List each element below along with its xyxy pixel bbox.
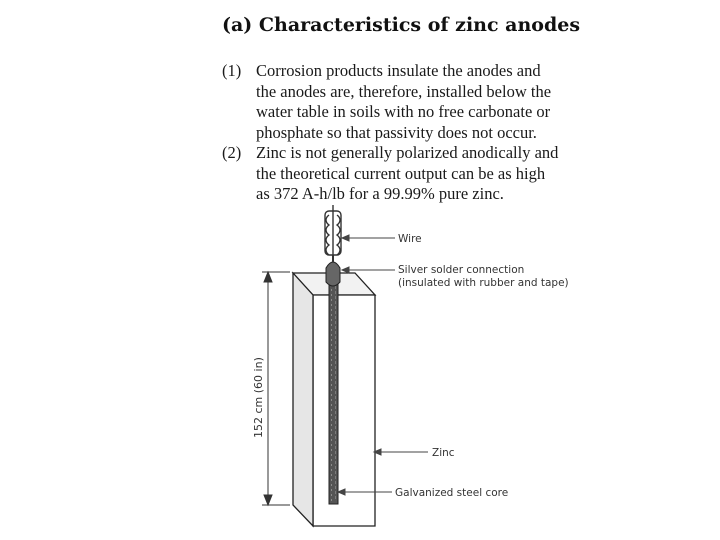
solder-label: Silver solder connection xyxy=(398,264,525,276)
wire-coil xyxy=(325,205,341,258)
list-item-line: as 372 A-h/lb for a 99.99% pure zinc. xyxy=(256,184,504,203)
wire-leader-arrow xyxy=(342,235,395,241)
list-item-number: (1) xyxy=(222,61,242,80)
list-item-line: Zinc is not generally polarized anodically and xyxy=(256,143,559,162)
zinc-leader-arrow xyxy=(374,449,428,455)
list-item-line: the theoretical current output can be as high xyxy=(256,163,546,183)
list-item-number: (2) xyxy=(222,143,242,162)
zinc-label: Zinc xyxy=(432,447,455,459)
list-item-line: the anodes are, therefore, installed below the xyxy=(256,81,552,101)
height-dimension xyxy=(262,272,290,505)
list-item-line: water table in soils with no free carbonate or xyxy=(256,102,551,121)
section-heading: (a) Characteristics of zinc anodes xyxy=(222,14,581,36)
galvanized-steel-core xyxy=(329,282,338,504)
solder-label-note: (insulated with rubber and tape) xyxy=(398,277,569,289)
list-item-line: Corrosion products insulate the anodes and xyxy=(256,61,541,80)
silver-solder-connection xyxy=(326,255,340,286)
solder-leader-arrow xyxy=(342,267,395,273)
height-dimension-label: 152 cm (60 in) xyxy=(252,357,265,438)
wire-label: Wire xyxy=(398,233,422,245)
list-item-line: phosphate so that passivity does not occur. xyxy=(256,122,537,142)
core-label: Galvanized steel core xyxy=(395,487,509,499)
